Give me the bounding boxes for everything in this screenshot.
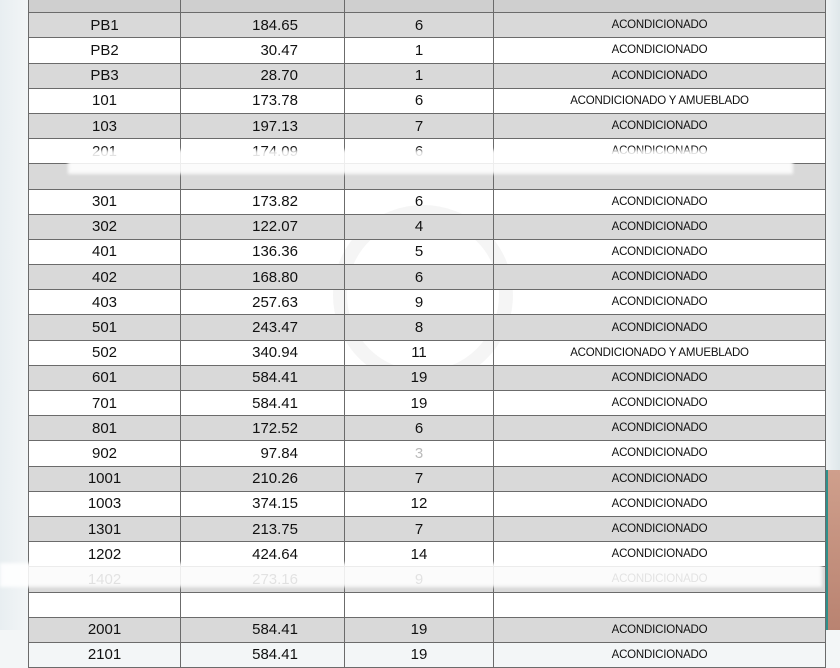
status-cell: ACONDICIONADO [494,441,826,466]
unit-cell: 101 [29,88,181,113]
header-area [181,0,345,13]
rooms-cell: 7 [345,113,494,138]
rooms-cell: 19 [345,642,494,667]
table-row [29,516,826,541]
table-row [29,214,826,239]
area-cell: 122.07 [181,214,345,239]
table-row [29,340,826,365]
area-cell: 173.78 [181,88,345,113]
unit-cell: PB3 [29,63,181,88]
area-cell: 168.80 [181,265,345,290]
unit-cell: 2001 [29,617,181,642]
rooms-cell: 19 [345,617,494,642]
rooms-cell: 6 [345,88,494,113]
status-cell: ACONDICIONADO Y AMUEBLADO [494,340,826,365]
rooms-cell: 9 [345,290,494,315]
area-cell: 30.47 [181,38,345,63]
table-row [29,113,826,138]
unit-cell: 701 [29,391,181,416]
area-cell: 97.84 [181,441,345,466]
rooms-cell [345,592,494,617]
area-cell: 424.64 [181,542,345,567]
status-cell: ACONDICIONADO [494,13,826,38]
status-cell: ACONDICIONADO [494,38,826,63]
unit-cell: 301 [29,189,181,214]
area-cell: 28.70 [181,63,345,88]
background-right-accent [826,470,840,630]
status-cell: ACONDICIONADO [494,542,826,567]
unit-cell: 103 [29,113,181,138]
table-row [29,466,826,491]
status-cell: ACONDICIONADO [494,290,826,315]
rooms-cell: 14 [345,542,494,567]
rooms-cell: 5 [345,239,494,264]
table-row [29,13,826,38]
status-cell: ACONDICIONADO [494,516,826,541]
status-cell: ACONDICIONADO [494,265,826,290]
area-cell: 584.41 [181,617,345,642]
background-left-edge [0,0,30,630]
rooms-cell: 11 [345,340,494,365]
status-cell: ACONDICIONADO [494,113,826,138]
rooms-cell: 19 [345,365,494,390]
header-rooms [345,0,494,13]
table-row [29,365,826,390]
rooms-cell: 7 [345,466,494,491]
unit-cell: 801 [29,416,181,441]
table-row [29,290,826,315]
unit-cell: 502 [29,340,181,365]
status-cell: ACONDICIONADO Y AMUEBLADO [494,88,826,113]
table-row [29,441,826,466]
status-cell: ACONDICIONADO [494,315,826,340]
unit-cell [29,592,181,617]
area-cell: 257.63 [181,290,345,315]
status-cell: ACONDICIONADO [494,63,826,88]
rooms-cell: 19 [345,391,494,416]
obscured-row-overlay [0,563,822,587]
rooms-cell: 1 [345,38,494,63]
unit-cell: 401 [29,239,181,264]
rooms-cell: 4 [345,214,494,239]
area-cell: 584.41 [181,642,345,667]
rooms-cell: 8 [345,315,494,340]
unit-cell: 1202 [29,542,181,567]
table-row [29,491,826,516]
table-row [29,391,826,416]
area-cell: 210.26 [181,466,345,491]
status-cell: ACONDICIONADO [494,214,826,239]
unit-cell: 402 [29,265,181,290]
table-row [29,642,826,667]
document-sheet [28,0,825,664]
status-cell: ACONDICIONADO [494,491,826,516]
area-cell: 374.15 [181,491,345,516]
table-row [29,88,826,113]
table-row [29,416,826,441]
header-status [494,0,826,13]
header-unit [29,0,181,13]
area-cell: 197.13 [181,113,345,138]
table-row [29,617,826,642]
unit-cell: 601 [29,365,181,390]
status-cell: ACONDICIONADO [494,391,826,416]
unit-cell: 2101 [29,642,181,667]
area-cell [181,592,345,617]
area-cell: 584.41 [181,391,345,416]
area-cell: 340.94 [181,340,345,365]
status-cell: ACONDICIONADO [494,617,826,642]
unit-cell: 1301 [29,516,181,541]
rooms-cell: 6 [345,265,494,290]
table-row [29,63,826,88]
rooms-cell: 6 [345,416,494,441]
table-header-row [29,0,826,13]
area-cell: 173.82 [181,189,345,214]
status-cell [494,592,826,617]
unit-cell: PB1 [29,13,181,38]
rooms-cell: 7 [345,516,494,541]
unit-cell: PB2 [29,38,181,63]
unit-cell: 902 [29,441,181,466]
rooms-cell: 6 [345,189,494,214]
status-cell: ACONDICIONADO [494,239,826,264]
rooms-cell: 6 [345,13,494,38]
table-row [29,592,826,617]
table-row [29,38,826,63]
area-cell: 213.75 [181,516,345,541]
status-cell: ACONDICIONADO [494,365,826,390]
unit-cell: 1001 [29,466,181,491]
status-cell: ACONDICIONADO [494,642,826,667]
rooms-cell: 1 [345,63,494,88]
status-cell: ACONDICIONADO [494,466,826,491]
unit-cell: 501 [29,315,181,340]
table-row [29,239,826,264]
unit-cell: 1003 [29,491,181,516]
unit-cell: 302 [29,214,181,239]
status-cell: ACONDICIONADO [494,189,826,214]
table-row [29,265,826,290]
area-cell: 243.47 [181,315,345,340]
obscured-row-overlay [68,150,793,174]
table-row [29,189,826,214]
area-cell: 584.41 [181,365,345,390]
table-row [29,315,826,340]
area-cell: 184.65 [181,13,345,38]
rooms-cell: 12 [345,491,494,516]
rooms-cell: 3 [345,441,494,466]
status-cell: ACONDICIONADO [494,416,826,441]
unit-cell: 403 [29,290,181,315]
area-cell: 172.52 [181,416,345,441]
area-cell: 136.36 [181,239,345,264]
